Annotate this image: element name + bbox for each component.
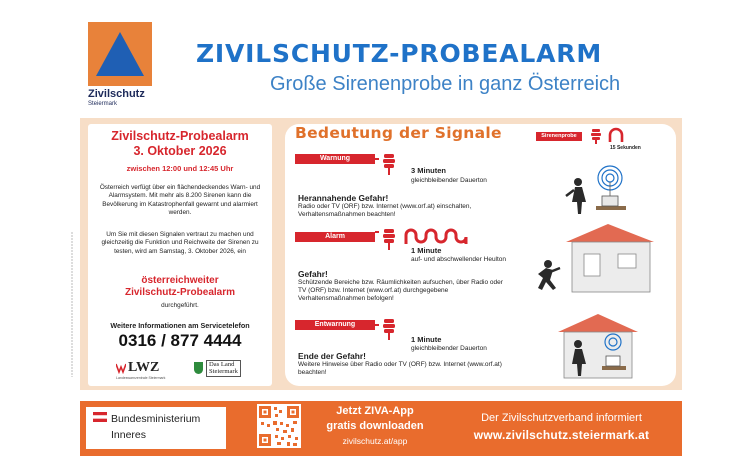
alarm-siren-icon: [382, 228, 396, 250]
page-title: ZIVILSCHUTZ-PROBEALARM: [196, 39, 603, 68]
ministry-department: Inneres: [111, 429, 147, 441]
service-phone-label: Weitere Informationen am Servicetelefon: [110, 321, 250, 330]
warnung-duration: 3 Minuten: [411, 166, 446, 175]
person-house-radio-illustration: [556, 314, 640, 380]
verband-website-link[interactable]: www.zivilschutz.steiermark.at: [473, 428, 650, 442]
alarm-text: Schützende Bereiche bzw. Räumlichkeiten aufsuchen, über Radio oder TV (ORF) bzw. Internet (www.orf.at) durchgegebene Verhaltensmaßnahmen befolgen!: [298, 279, 503, 302]
app-promo-line1: Jetzt ZIVA-App: [336, 405, 414, 417]
land-logo-line1: Das Land: [209, 361, 235, 368]
alarm-description: auf- und abschwellender Heulton: [411, 256, 507, 263]
alarm-heading: Gefahr!: [298, 269, 328, 279]
entwarnung-siren-icon: [382, 318, 396, 340]
qr-code-icon[interactable]: [257, 404, 301, 448]
card-time: zwischen 12:00 und 12:45 Uhr: [126, 164, 234, 173]
entwarnung-description: gleichbleibender Dauerton: [411, 345, 487, 352]
card-highlight-1: österreichweiter: [141, 275, 219, 286]
warnung-description: gleichbleibender Dauerton: [411, 177, 487, 184]
service-phone-number[interactable]: 0316 / 877 4444: [118, 331, 242, 350]
land-logo-line2: Steiermark: [209, 368, 238, 376]
lwz-mark-icon: [116, 362, 126, 374]
app-promo-line2: gratis downloaden: [326, 420, 424, 432]
ministry-name: Bundesministerium: [111, 413, 201, 425]
sirenenprobe-badge: Sirenenprobe: [536, 132, 582, 141]
entwarnung-text: Weitere Hinweise über Radio oder TV (ORF) bzw. Internet (www.orf.at) beachten!: [298, 361, 502, 376]
card-highlight-2: Zivilschutz-Probealarm: [124, 287, 236, 298]
verband-info: Der Zivilschutzverband informiert: [481, 412, 642, 424]
entwarnung-duration: 1 Minute: [411, 335, 442, 344]
warnung-heading: Herannahende Gefahr!: [298, 193, 389, 203]
siren-icon: [590, 128, 602, 144]
lwz-logo: [116, 360, 159, 376]
alarm-wave-icon: [404, 224, 470, 246]
person-radio-illustration: [556, 162, 630, 220]
warnung-text: Radio oder TV (ORF) bzw. Internet (www.orf.at) einschalten, Verhaltensmaßnahmen beachten!: [298, 203, 472, 218]
warnung-label: Warnung: [295, 154, 375, 164]
info-card: [88, 124, 272, 386]
warnung-siren-icon: [382, 153, 396, 175]
card-closing: durchgeführt.: [161, 302, 199, 309]
signals-title: Bedeutung der Signale: [295, 124, 502, 142]
person-running-house-illustration: [526, 222, 676, 294]
land-steiermark-logo: [194, 360, 241, 377]
card-date: 3. Oktober 2026: [133, 144, 227, 158]
zivilschutz-logo: [88, 22, 152, 86]
card-paragraph-1: Österreich verfügt über ein flächendeckendes Warn- und Alarmsystem. Mit mehr als 8.200 Sirenen kann die Bevölkerung im Katastrophenfall gewarnt und alarmiert werden.: [99, 184, 261, 216]
entwarnung-heading: Ende der Gefahr!: [298, 351, 366, 361]
sirenenprobe-signal-icon: [608, 127, 624, 143]
logo-subtitle: Steiermark: [88, 101, 118, 107]
side-fine-print-decoration: [69, 232, 75, 377]
alarm-duration: 1 Minute: [411, 246, 442, 255]
card-paragraph-2: Um Sie mit diesen Signalen vertraut zu machen und gleichzeitig die Funktion und Reichweite der Sirenen zu testen, wird am Samstag, 3. Oktober 2026, ein: [101, 231, 259, 255]
page-subtitle: Große Sirenenprobe in ganz Österreich: [270, 73, 621, 95]
alarm-label: Alarm: [295, 232, 375, 242]
lwz-logo-subtitle: Landeswarnzentrale Steiermark: [116, 376, 166, 380]
austria-flag-icon: [93, 412, 107, 422]
steiermark-crest-icon: [194, 362, 203, 374]
sirenenprobe-duration: 15 Sekunden: [610, 145, 641, 151]
entwarnung-label: Entwarnung: [295, 320, 375, 330]
triangle-logo-icon: [94, 28, 146, 80]
app-download-link[interactable]: zivilschutz.at/app: [342, 436, 408, 446]
lwz-logo-text: LWZ: [128, 360, 160, 375]
card-title: Zivilschutz-Probealarm: [111, 129, 249, 143]
logo-name: Zivilschutz: [88, 88, 145, 100]
